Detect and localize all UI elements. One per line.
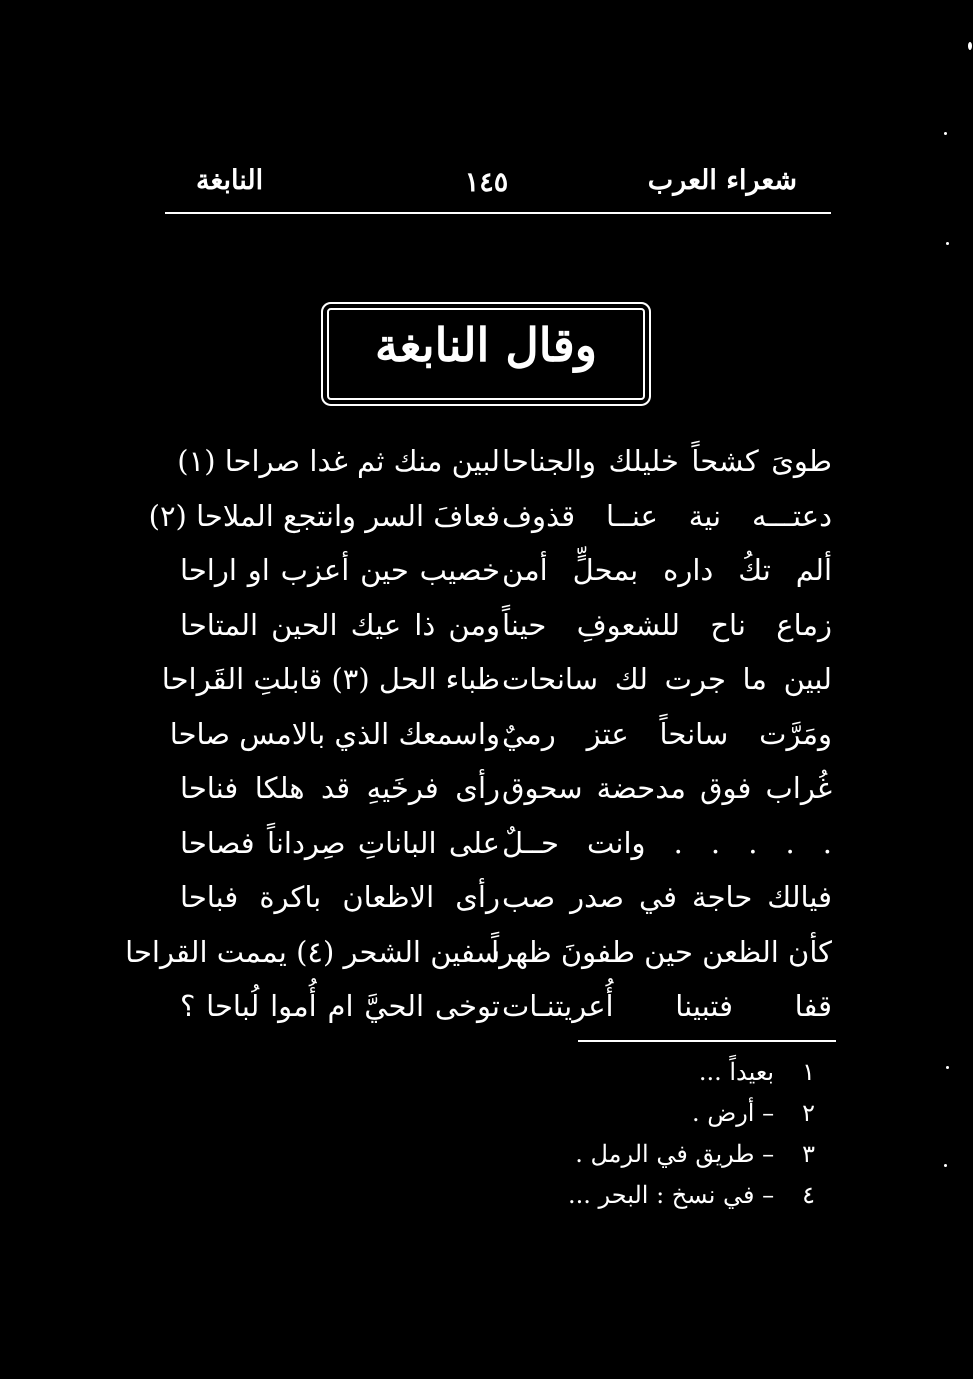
verse-first-hemistich: دعتـــه نية عنــا قذوف xyxy=(502,498,832,533)
running-header-book-title: شعراء العرب xyxy=(647,165,797,196)
verse xyxy=(150,713,840,768)
footnotes xyxy=(568,1058,815,1222)
scan-speck xyxy=(968,42,972,50)
scan-speck xyxy=(944,1164,947,1167)
scan-speck xyxy=(944,132,947,135)
header-rule xyxy=(165,212,831,214)
verse xyxy=(150,658,840,713)
page-number: ١٤٥ xyxy=(464,167,509,198)
scan-speck xyxy=(946,1066,949,1069)
verse-first-hemistich: قفا فتبينا أُعريتنـات xyxy=(502,989,832,1023)
verse xyxy=(150,767,840,822)
footnote xyxy=(568,1181,815,1222)
verse-first-hemistich: غُراب فوق مدحضة سحوق xyxy=(502,771,832,805)
verse-second-hemistich: رأى الاظعان باكرة فباحا xyxy=(180,880,500,914)
running-header-poet: النابغة xyxy=(196,165,264,196)
verse xyxy=(150,985,840,1040)
verse-second-hemistich: على الباناتِ صِرداناً فصاحا xyxy=(180,825,500,860)
section-title: وقال النابغة xyxy=(374,318,597,372)
verse-second-hemistich: واسمعك الذي بالامس صاحا xyxy=(169,716,500,751)
footnotes-rule xyxy=(578,1040,836,1042)
verse-first-hemistich: زماع ناح للشعوفِ حيناً xyxy=(502,607,832,642)
footnote-text: – في نسخ : البحر ... xyxy=(567,1181,775,1209)
footnote xyxy=(568,1099,815,1140)
footnote-text: – أرض . xyxy=(691,1099,775,1127)
verse-second-hemistich: فعافَ السر وانتجع الملاحا (٢) xyxy=(148,498,500,533)
verse xyxy=(150,604,840,659)
verse-first-hemistich: لبين ما جرت لك سانحات xyxy=(502,662,832,696)
footnote xyxy=(568,1058,815,1099)
verse xyxy=(150,495,840,550)
verse-first-hemistich: . . . . . وانت حــلٌ xyxy=(502,825,832,860)
footnote xyxy=(568,1140,815,1181)
verse-second-hemistich: ظباء الحل (٣) قابلتِ القَراحا xyxy=(161,662,500,696)
verse xyxy=(150,822,840,877)
verse-second-hemistich: سفين الشحر (٤) يممت القراحا xyxy=(125,934,500,969)
verse-second-hemistich: ومن ذا عيك الحين المتاحا xyxy=(180,607,500,642)
footnote-number: ٣ xyxy=(802,1140,815,1168)
scan-speck xyxy=(946,242,949,245)
poem xyxy=(125,440,840,1040)
verse-first-hemistich: فيالك حاجة في صدر صب xyxy=(502,880,832,914)
verse-second-hemistich: لبين منك ثم غدا صراحا (١) xyxy=(177,444,500,478)
verse xyxy=(150,440,840,495)
verse-second-hemistich: رأى فرخَيهِ قد هلكا فناحا xyxy=(180,771,500,805)
verse-first-hemistich: طوىَ كشحاً خليلك والجناحا xyxy=(502,444,832,478)
verse-first-hemistich: ومَرَّت سانحاً عتز رميٌ xyxy=(502,716,832,751)
footnote-number: ٢ xyxy=(802,1099,815,1127)
footnote-text: بعيداً ... xyxy=(698,1058,775,1086)
verse xyxy=(150,876,840,931)
verse-first-hemistich: ألم تكُ داره بمحلٍّ أمن xyxy=(502,553,832,587)
verse xyxy=(125,931,840,986)
verse xyxy=(150,549,840,604)
verse-first-hemistich: كأن الظعن حين طفونَ ظهراً xyxy=(491,934,832,969)
footnote-number: ٤ xyxy=(802,1181,815,1209)
footnote-number: ١ xyxy=(802,1058,815,1086)
footnote-text: – طريق في الرمل . xyxy=(575,1140,775,1168)
verse-second-hemistich: خصيب حين أعزب او اراحا xyxy=(180,553,500,587)
verse-second-hemistich: توخى الحيَّ ام أُموا لُباحا ؟ xyxy=(180,989,500,1023)
